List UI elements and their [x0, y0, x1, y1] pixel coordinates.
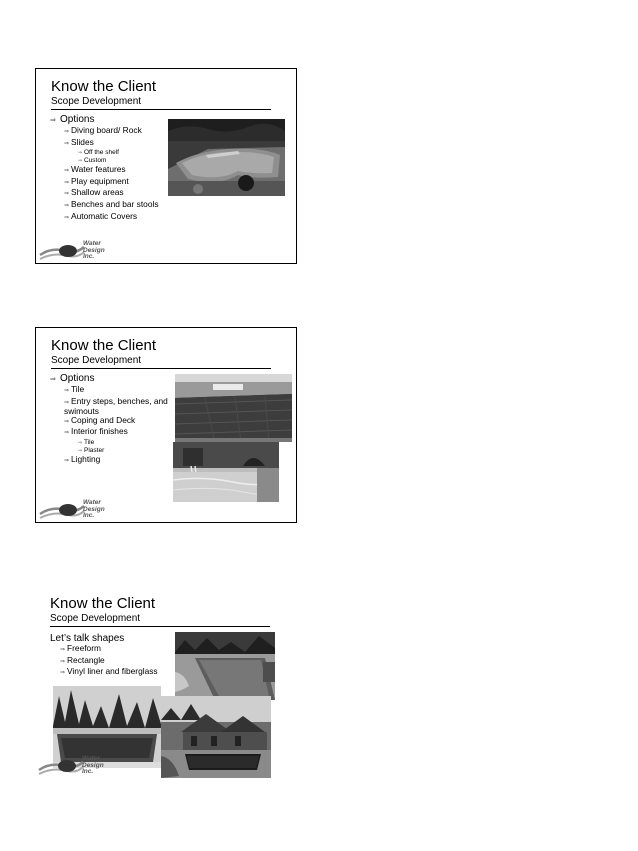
list-item [50, 126, 159, 138]
logo-line: Design [83, 505, 105, 513]
title-divider [51, 109, 271, 110]
list-item [50, 455, 176, 467]
slide-2 [35, 327, 297, 523]
list-item [50, 373, 176, 385]
list-item [50, 427, 176, 439]
slide-title: Know the Client [50, 595, 156, 612]
bullet-text: Play equipment [71, 175, 129, 186]
water-wave-logo-icon [37, 756, 85, 778]
bullet-text: Options [60, 373, 95, 384]
bullet-text: Coping and Deck [71, 414, 136, 425]
bullet-text: Freeform [67, 643, 101, 653]
list-heading: Let’s talk shapes [50, 633, 125, 644]
arrow-bullet-icon: ⇒ [50, 117, 56, 124]
logo-line: Design [83, 246, 105, 254]
title-divider [50, 626, 270, 627]
water-design-logo [38, 500, 108, 522]
water-design-logo [38, 241, 108, 263]
bullet-text: Rectangle [67, 654, 105, 665]
logo-line: Inc. [83, 512, 95, 519]
list-item [50, 439, 176, 447]
logo-text [83, 241, 105, 261]
slide-title: Know the Client [51, 78, 157, 95]
water-design-logo [37, 756, 107, 778]
arrow-bullet-icon: ⇒ [64, 191, 70, 198]
arrow-bullet-icon: ⇒ [78, 150, 83, 157]
arrow-bullet-icon: ⇒ [64, 430, 70, 437]
list-item [50, 667, 158, 679]
bullet-text: Options [60, 114, 95, 125]
arrow-bullet-icon: ⇒ [64, 457, 70, 464]
arrow-bullet-icon: ⇒ [78, 439, 83, 446]
pool-photo-freeform-aerial [168, 119, 285, 196]
arrow-bullet-icon: ⇒ [60, 670, 66, 677]
pool-photo-rectangle-lap [175, 632, 275, 700]
bullet-text: Entry steps, benches, and swimouts [64, 395, 168, 417]
list-item [50, 149, 159, 157]
arrow-bullet-icon: ⇒ [64, 202, 70, 209]
slide-subtitle: Scope Development [51, 355, 142, 366]
arrow-bullet-icon: ⇒ [78, 447, 83, 454]
water-wave-logo-icon [38, 500, 86, 522]
bullet-text: Water features [71, 164, 126, 175]
arrow-bullet-icon: ⇒ [64, 214, 70, 221]
arrow-bullet-icon: ⇒ [64, 418, 70, 425]
slide-title: Know the Client [51, 337, 157, 354]
slide-3 [35, 586, 297, 778]
bullet-text: Off the shelf [84, 149, 119, 157]
bullet-text: Lighting [71, 453, 101, 464]
logo-line: Inc. [83, 253, 95, 260]
pool-photo-tile-edge [175, 374, 292, 442]
bullet-text: Benches and bar stools [71, 198, 159, 209]
title-divider [51, 368, 271, 369]
bullet-list [50, 114, 159, 223]
list-item [50, 397, 176, 416]
arrow-bullet-icon: ⇒ [50, 376, 56, 383]
arrow-bullet-icon: ⇒ [78, 158, 83, 165]
water-wave-logo-icon [38, 241, 86, 263]
arrow-bullet-icon: ⇒ [64, 179, 70, 186]
logo-text [83, 500, 105, 520]
bullet-text: Shallow areas [71, 187, 124, 198]
bullet-text: Vinyl liner and fiberglass [67, 666, 158, 677]
logo-line: Water [82, 755, 100, 762]
logo-line: Water [83, 240, 101, 247]
list-item [50, 212, 159, 224]
pool-photo-lodge [161, 696, 271, 778]
bullet-text: Interior finishes [71, 426, 128, 437]
bullet-text: Automatic Covers [71, 210, 138, 221]
logo-line: Water [83, 499, 101, 506]
bullet-text: Tile [84, 438, 95, 446]
slide-1 [35, 68, 297, 264]
bullet-list [50, 633, 158, 679]
arrow-bullet-icon: ⇒ [64, 129, 70, 135]
slide-subtitle: Scope Development [51, 96, 142, 107]
arrow-bullet-icon: ⇒ [60, 647, 66, 653]
pool-photo-waterfall-spa [173, 442, 279, 502]
arrow-bullet-icon: ⇒ [64, 388, 70, 394]
logo-line: Inc. [82, 768, 94, 775]
logo-text [82, 756, 104, 776]
arrow-bullet-icon: ⇒ [64, 140, 70, 147]
bullet-text: Diving board/ Rock [71, 125, 142, 135]
slide-subtitle: Scope Development [50, 613, 141, 624]
logo-line: Design [82, 761, 104, 769]
arrow-bullet-icon: ⇒ [60, 658, 66, 665]
arrow-bullet-icon: ⇒ [64, 399, 70, 406]
bullet-text: Plaster [84, 446, 105, 454]
list-item [50, 138, 159, 150]
bullet-text: Tile [71, 384, 85, 394]
arrow-bullet-icon: ⇒ [64, 168, 70, 175]
bullet-list [50, 373, 176, 466]
bullet-text: Slides [71, 136, 94, 147]
bullet-text: Custom [84, 157, 107, 165]
list-item [50, 447, 176, 455]
